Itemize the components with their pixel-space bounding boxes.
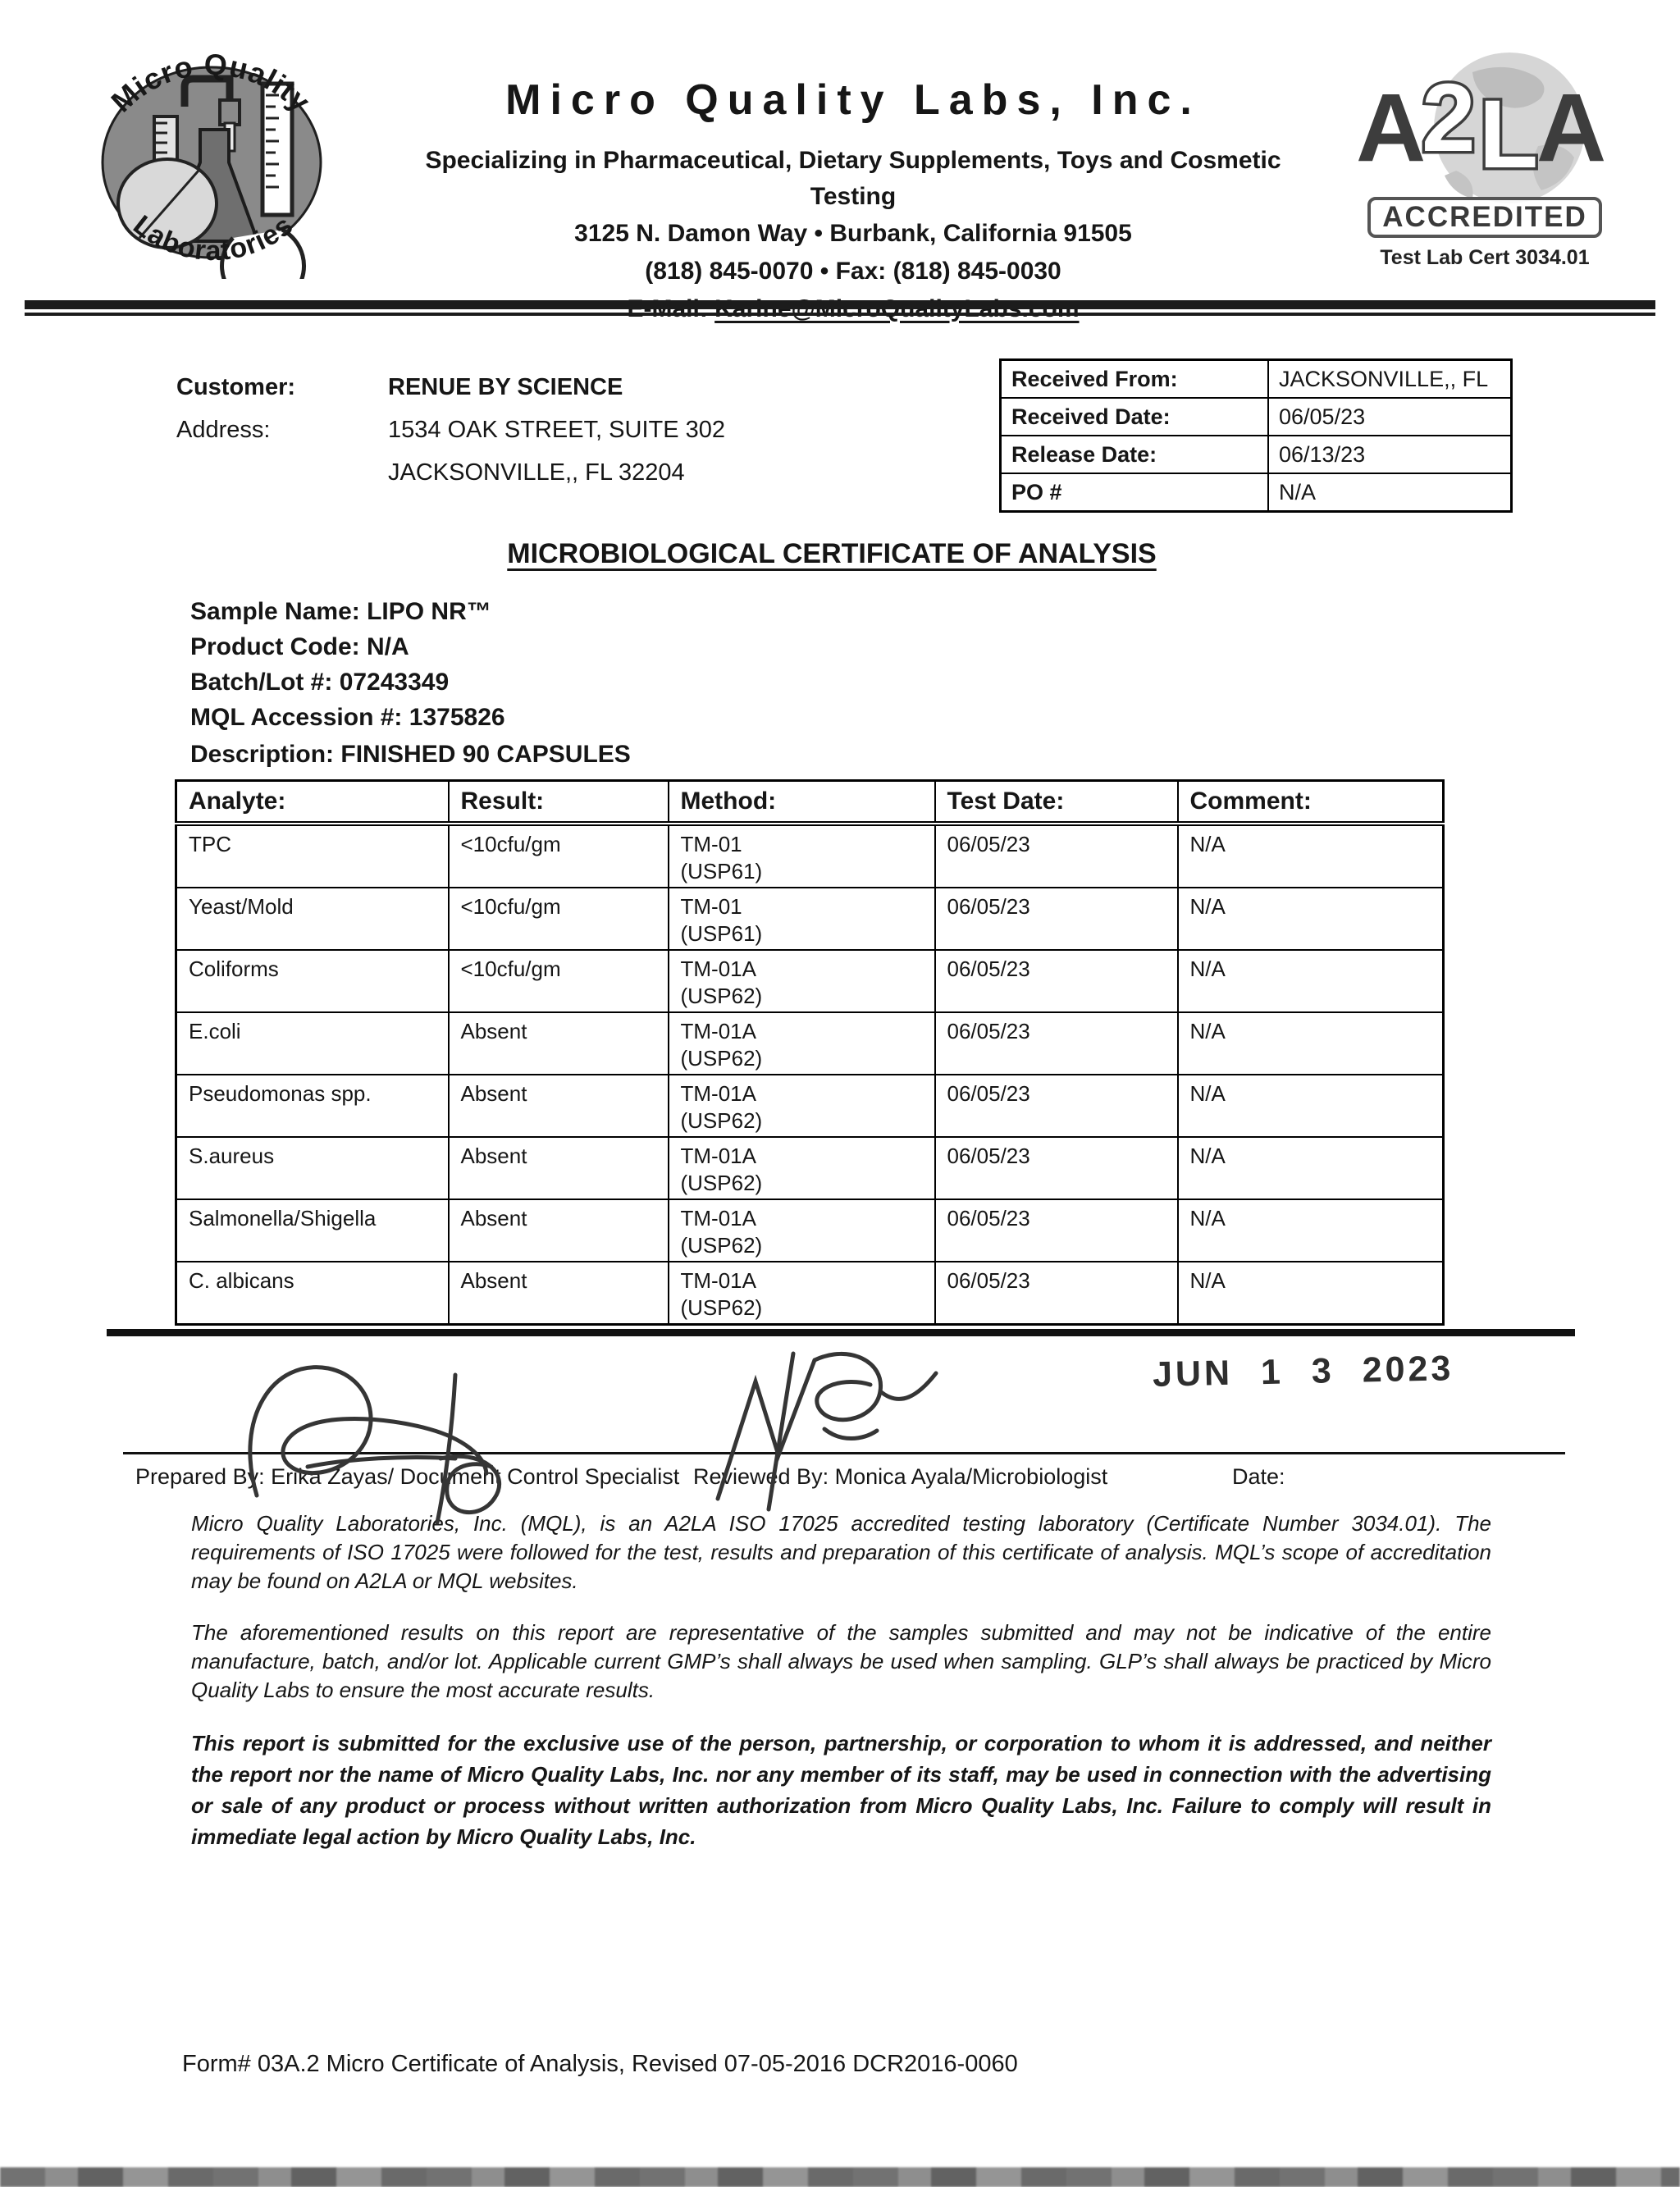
divider-thick-line: [25, 300, 1655, 309]
legal-paragraph-results: The aforementioned results on this report are representative of the samples submitted and may not be indicative of the entire manufacture, batch, and/or lot. Applicable current GMP’s shall always be used when sampling. GLP’s shall always be practiced by Micro Quality Labs to ensure the most accurate results.: [191, 1620, 1491, 1702]
prepared-by-signature: [209, 1335, 562, 1528]
release-date-label: Release Date:: [1001, 436, 1269, 473]
reviewed-by-label: Reviewed By: Monica Ayala/Microbiologist: [693, 1464, 1108, 1489]
sample-name-line: Sample Name: LIPO NR™: [190, 598, 491, 625]
comment-cell: N/A: [1178, 1262, 1444, 1325]
comment-cell: N/A: [1178, 888, 1444, 950]
scan-artifact-band: [0, 2167, 1680, 2187]
analyte-cell: Yeast/Mold: [176, 888, 449, 950]
analyte-cell: Salmonella/Shigella: [176, 1199, 449, 1262]
date-label: Date:: [1232, 1464, 1285, 1489]
results-table: [175, 779, 1445, 1326]
method-cell: TM-01 (USP61): [669, 888, 935, 950]
analyte-cell: Coliforms: [176, 950, 449, 1012]
method-cell: TM-01 (USP61): [669, 824, 935, 888]
accreditation-cert-number: Test Lab Cert 3034.01: [1380, 246, 1590, 269]
results-table-body: [176, 824, 1444, 1325]
comment-cell: N/A: [1178, 1075, 1444, 1137]
result-cell: Absent: [449, 1262, 669, 1325]
col-header-testdate: Test Date:: [935, 781, 1178, 824]
customer-block: [176, 366, 725, 494]
comment-cell: N/A: [1178, 1137, 1444, 1199]
test-date-cell: 06/05/23: [935, 1137, 1178, 1199]
customer-address-line2: JACKSONVILLE,, FL 32204: [388, 459, 685, 486]
received-date-label: Received Date:: [1001, 398, 1269, 436]
po-number-label: PO #: [1001, 473, 1269, 512]
form-number-footer: Form# 03A.2 Micro Certificate of Analysis, Revised 07-05-2016 DCR2016-0060: [182, 2051, 1018, 2077]
company-address: 3125 N. Damon Way • Burbank, California 91505: [574, 220, 1132, 247]
po-number-value: N/A: [1268, 473, 1512, 512]
sample-info-block: [190, 594, 505, 735]
results-header-row: [176, 781, 1444, 824]
table-row: [176, 950, 1444, 1012]
test-date-cell: 06/05/23: [935, 824, 1178, 888]
svg-text:A: A: [1356, 74, 1427, 182]
accredited-badge: ACCREDITED: [1367, 197, 1601, 238]
comment-cell: N/A: [1178, 950, 1444, 1012]
analyte-cell: E.coli: [176, 1012, 449, 1075]
table-row: [1001, 473, 1512, 512]
test-date-cell: 06/05/23: [935, 1199, 1178, 1262]
svg-text:A: A: [1536, 74, 1607, 182]
divider-thin-line: [25, 313, 1655, 316]
analyte-cell: S.aureus: [176, 1137, 449, 1199]
method-cell: TM-01A (USP62): [669, 1075, 935, 1137]
reviewed-by-signature: [693, 1331, 964, 1519]
a2la-globe-icon: [1333, 48, 1637, 212]
prepared-by-label: Prepared By: Erika Zayas/ Document Control Specialist: [135, 1464, 680, 1489]
product-code-line: Product Code: N/A: [190, 633, 409, 660]
col-header-comment: Comment:: [1178, 781, 1444, 824]
legal-text-block: [191, 1509, 1491, 1875]
description-line: Description: FINISHED 90 CAPSULES: [190, 741, 631, 768]
svg-text:Laboratories: Laboratories: [127, 209, 299, 267]
result-cell: Absent: [449, 1012, 669, 1075]
method-cell: TM-01A (USP62): [669, 1199, 935, 1262]
page-title: MICROBIOLOGICAL CERTIFICATE OF ANALYSIS: [507, 538, 1157, 569]
table-row: [1001, 436, 1512, 473]
test-date-cell: 06/05/23: [935, 950, 1178, 1012]
comment-cell: N/A: [1178, 1012, 1444, 1075]
company-logo: [75, 25, 354, 279]
header-divider: [25, 300, 1655, 316]
method-cell: TM-01A (USP62): [669, 1137, 935, 1199]
result-cell: Absent: [449, 1075, 669, 1137]
table-row: [176, 824, 1444, 888]
method-cell: TM-01A (USP62): [669, 1262, 935, 1325]
received-date-value: 06/05/23: [1268, 398, 1512, 436]
svg-text:2: 2: [1422, 64, 1476, 172]
company-name: Micro Quality Labs, Inc.: [505, 76, 1201, 124]
a2la-accredited-logo: [1333, 48, 1637, 270]
result-cell: <10cfu/gm: [449, 950, 669, 1012]
table-row: [176, 1075, 1444, 1137]
result-cell: <10cfu/gm: [449, 888, 669, 950]
analyte-cell: TPC: [176, 824, 449, 888]
customer-name: RENUE BY SCIENCE: [388, 374, 623, 400]
address-label: Address:: [176, 417, 271, 443]
table-row: [176, 1012, 1444, 1075]
svg-text:Micro Quality: Micro Quality: [104, 47, 318, 119]
table-row: [1001, 360, 1512, 399]
test-date-cell: 06/05/23: [935, 1012, 1178, 1075]
col-header-result: Result:: [449, 781, 669, 824]
comment-cell: N/A: [1178, 824, 1444, 888]
svg-text:L: L: [1479, 80, 1539, 189]
test-date-cell: 06/05/23: [935, 1262, 1178, 1325]
legal-paragraph-accreditation: Micro Quality Laboratories, Inc. (MQL), is an A2LA ISO 17025 accredited testing laboratory (Certificate Number 3034.01). The requirements of ISO 17025 were followed for the test, results and preparation of this certificate of analysis. MQL’s scope of accreditation may be found on A2LA or MQL websites.: [191, 1511, 1491, 1593]
col-header-analyte: Analyte:: [176, 781, 449, 824]
test-date-cell: 06/05/23: [935, 888, 1178, 950]
company-phone: (818) 845-0070 • Fax: (818) 845-0030: [645, 258, 1061, 285]
comment-cell: N/A: [1178, 1199, 1444, 1262]
col-header-method: Method:: [669, 781, 935, 824]
company-header: [386, 75, 1321, 328]
table-row: [176, 1262, 1444, 1325]
analyte-cell: Pseudomonas spp.: [176, 1075, 449, 1137]
table-row: [176, 888, 1444, 950]
date-stamp: JUN 1 3 2023: [1152, 1349, 1454, 1395]
method-cell: TM-01A (USP62): [669, 950, 935, 1012]
result-cell: <10cfu/gm: [449, 824, 669, 888]
batch-lot-line: Batch/Lot #: 07243349: [190, 669, 450, 696]
table-row: [176, 1137, 1444, 1199]
table-row: [1001, 398, 1512, 436]
release-date-value: 06/13/23: [1268, 436, 1512, 473]
received-from-value: JACKSONVILLE,, FL: [1268, 360, 1512, 399]
analyte-cell: C. albicans: [176, 1262, 449, 1325]
company-logo-icon: [75, 25, 354, 279]
result-cell: Absent: [449, 1199, 669, 1262]
received-info-table: [999, 358, 1513, 513]
result-cell: Absent: [449, 1137, 669, 1199]
company-tagline: Specializing in Pharmaceutical, Dietary Supplements, Toys and Cosmetic Testing: [425, 147, 1281, 210]
accession-line: MQL Accession #: 1375826: [190, 704, 505, 731]
method-cell: TM-01A (USP62): [669, 1012, 935, 1075]
customer-label: Customer:: [176, 374, 296, 400]
legal-paragraph-exclusive-use: This report is submitted for the exclusive use of the person, partnership, or corporation to whom it is addressed, and neither the report nor the name of Micro Quality Labs, Inc. nor any member of its staff, may be used in connection with the advertising or sale of any product or process without written authorization from Micro Quality Labs, Inc. Failure to comply will result in immediate legal action by Micro Quality Labs, Inc.: [191, 1731, 1491, 1849]
test-date-cell: 06/05/23: [935, 1075, 1178, 1137]
table-row: [176, 1199, 1444, 1262]
customer-address-line1: 1534 OAK STREET, SUITE 302: [388, 417, 726, 443]
received-from-label: Received From:: [1001, 360, 1269, 399]
